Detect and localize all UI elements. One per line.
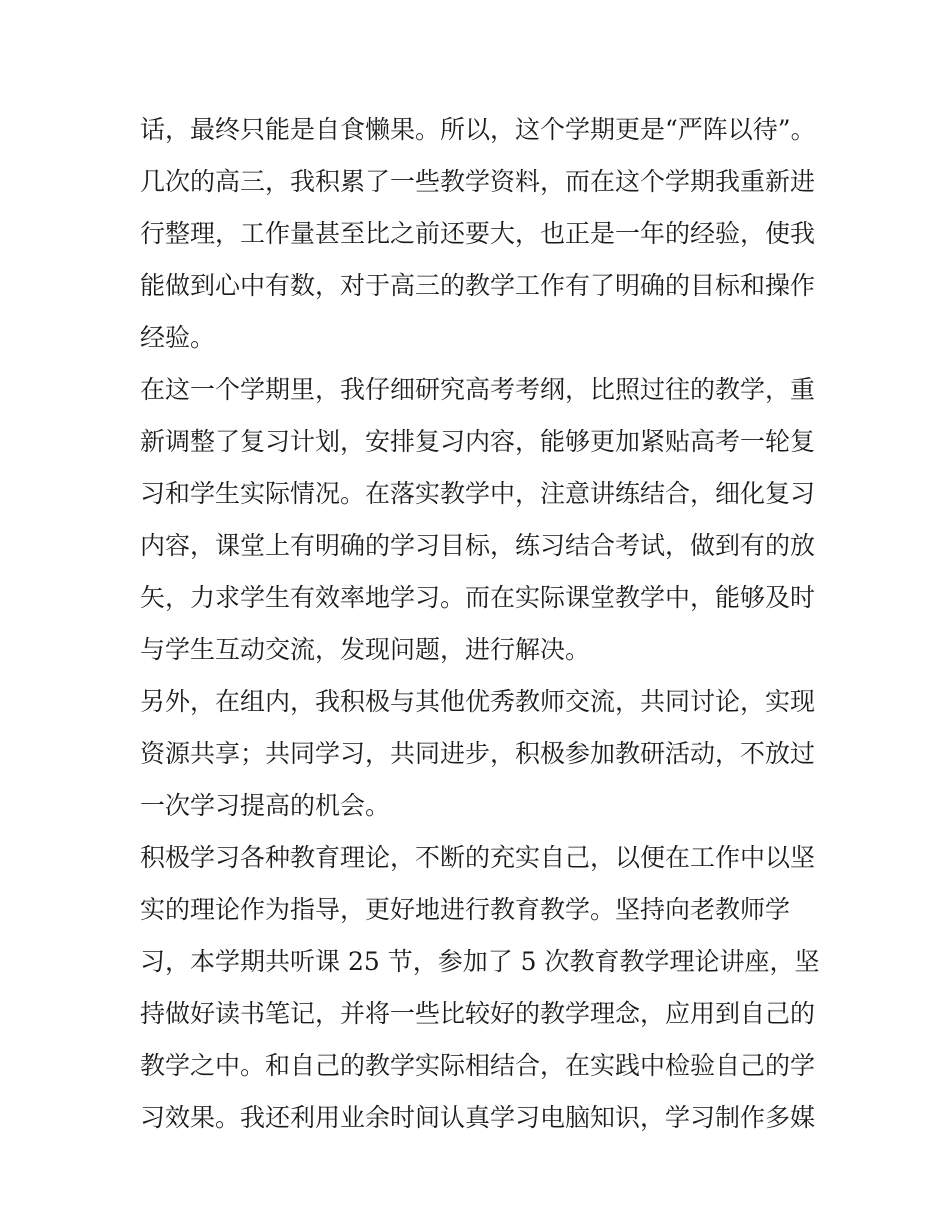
text-line: 能做到心中有数，对于高三的教学工作有了明确的目标和操作 (140, 271, 816, 300)
text-line: 矢，力求学生有效率地学习。而在实际课堂教学中，能够及时 (140, 583, 816, 612)
text-line: 实的理论作为指导，更好地进行教育教学。坚持向老教师学 (140, 895, 791, 924)
text-line: 资源共享；共同学习，共同进步，积极参加教研活动，不放过 (140, 739, 816, 768)
text-line: 教学之中。和自己的教学实际相结合，在实践中检验自己的学 (140, 1051, 816, 1080)
body-text (140, 104, 820, 1144)
text-line: 话，最终只能是自食懒果。所以，这个学期更是“严阵以待”。 (140, 115, 816, 144)
text-line: 持做好读书笔记，并将一些比较好的教学理念，应用到自己的 (140, 999, 816, 1028)
text-line: 几次的高三，我积累了一些教学资料，而在这个学期我重新进 (140, 167, 816, 196)
text-line: 习和学生实际情况。在落实教学中，注意讲练结合，细化复习 (140, 479, 816, 508)
text-line: 另外，在组内，我积极与其他优秀教师交流，共同讨论，实现 (140, 687, 816, 716)
text-line: 内容，课堂上有明确的学习目标，练习结合考试，做到有的放 (140, 531, 816, 560)
text-line: 新调整了复习计划，安排复习内容，能够更加紧贴高考一轮复 (140, 427, 816, 456)
text-line: 行整理，工作量甚至比之前还要大，也正是一年的经验，使我 (140, 219, 816, 248)
text-line: 在这一个学期里，我仔细研究高考考纲，比照过往的教学，重 (140, 375, 816, 404)
text-line: 积极学习各种教育理论，不断的充实自己，以便在工作中以坚 (140, 843, 816, 872)
text-line: 习，本学期共听课 25 节，参加了 5 次教育教学理论讲座，坚 (140, 947, 820, 976)
text-line: 一次学习提高的机会。 (140, 791, 391, 820)
text-line: 与学生互动交流，发现问题，进行解决。 (140, 635, 591, 664)
text-line: 习效果。我还利用业余时间认真学习电脑知识，学习制作多媒 (140, 1103, 816, 1132)
text-line: 经验。 (140, 323, 216, 352)
